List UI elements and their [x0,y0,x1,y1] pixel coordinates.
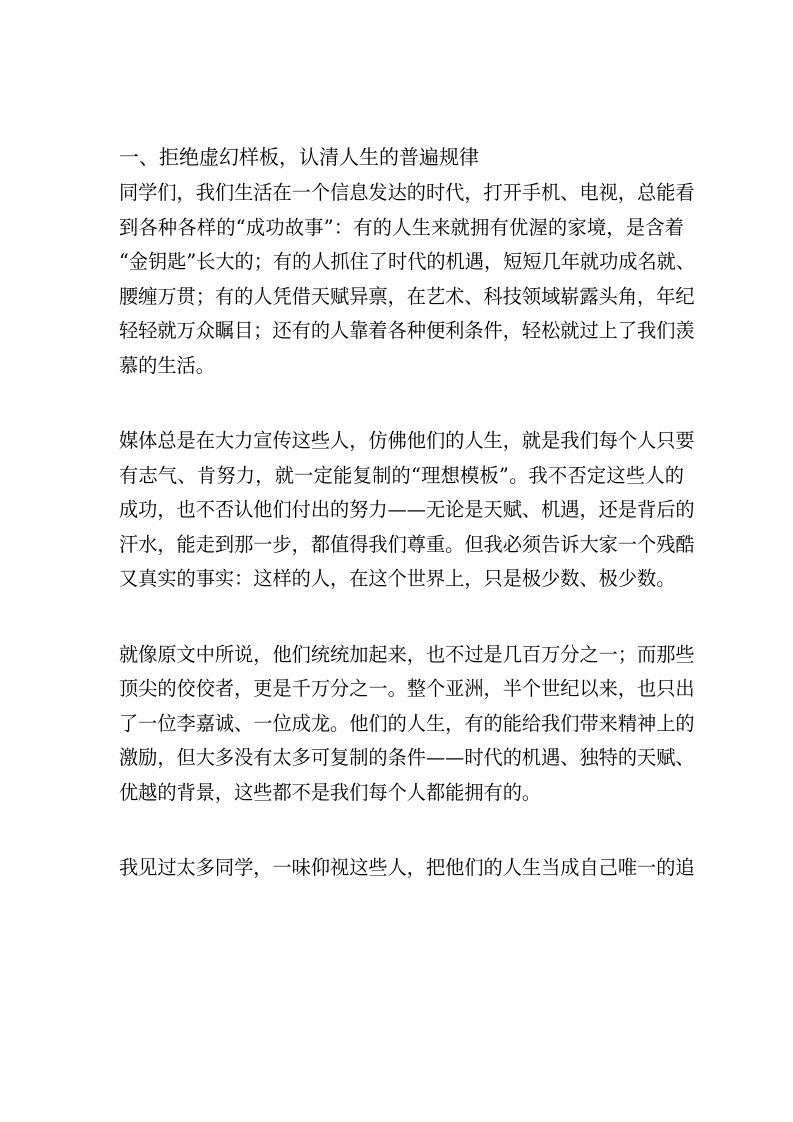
paragraph-1 [119,176,696,383]
text-line: 就像原文中所说，他们统统加起来，也不过是几百万分之一；而那些 [119,642,695,666]
text-line: 同学们，我们生活在一个信息发达的时代，打开手机、电视，总能看 [119,181,695,204]
text-line: 了一位李嘉诚、一位成龙。他们的人生，有的能给我们带来精神上的 [119,711,695,735]
text-line: 激励，但大多没有太多可复制的条件——时代的机遇、独特的天赋、 [119,746,695,769]
paragraph-spacer [119,810,684,851]
text-line: 到各种各样的“成功故事”：有的人生来就拥有优渥的家境，是含着 [119,215,684,239]
text-line: 腰缠万贯；有的人凭借天赋异禀，在艺术、科技领域崭露头角，年纪 [119,284,695,308]
text-line: 优越的背景，这些都不是我们每个人都能拥有的。 [119,780,542,804]
text-line: 慕的生活。 [119,353,215,377]
paragraph-2 [119,424,695,597]
text-line: 又真实的事实：这样的人，在这个世界上，只是极少数、极少数。 [119,567,676,590]
paragraph-4 [119,851,695,886]
section-heading: 一、拒绝虚幻样板，认清人生的普遍规律 [119,145,479,169]
paragraph-3 [119,638,695,811]
paragraph-spacer [119,597,684,638]
text-line: 轻轻就万众瞩目；还有的人靠着各种便利条件，轻松就过上了我们羡 [119,319,695,342]
paragraph-spacer [119,383,684,424]
text-line: 有志气、肯努力，就一定能复制的“理想模板”。我不否定这些人的 [119,463,684,487]
text-line: 成功，也不否认他们付出的努力——无论是天赋、机遇，还是背后的 [119,498,695,521]
text-line: “金钥匙”长大的；有的人抓住了时代的机遇，短短几年就功成名就、 [119,250,696,273]
text-line: 汗水，能走到那一步，都值得我们尊重。但我必须告诉大家一个残酷 [119,532,695,556]
text-line: 媒体总是在大力宣传这些人，仿佛他们的人生，就是我们每个人只要 [119,429,695,452]
document-body [119,144,696,886]
text-line: 我见过太多同学，一味仰视这些人，把他们的人生当成自己唯一的追 [119,856,695,879]
text-line: 顶尖的佼佼者，更是千万分之一。整个亚洲，半个世纪以来，也只出 [119,677,695,700]
